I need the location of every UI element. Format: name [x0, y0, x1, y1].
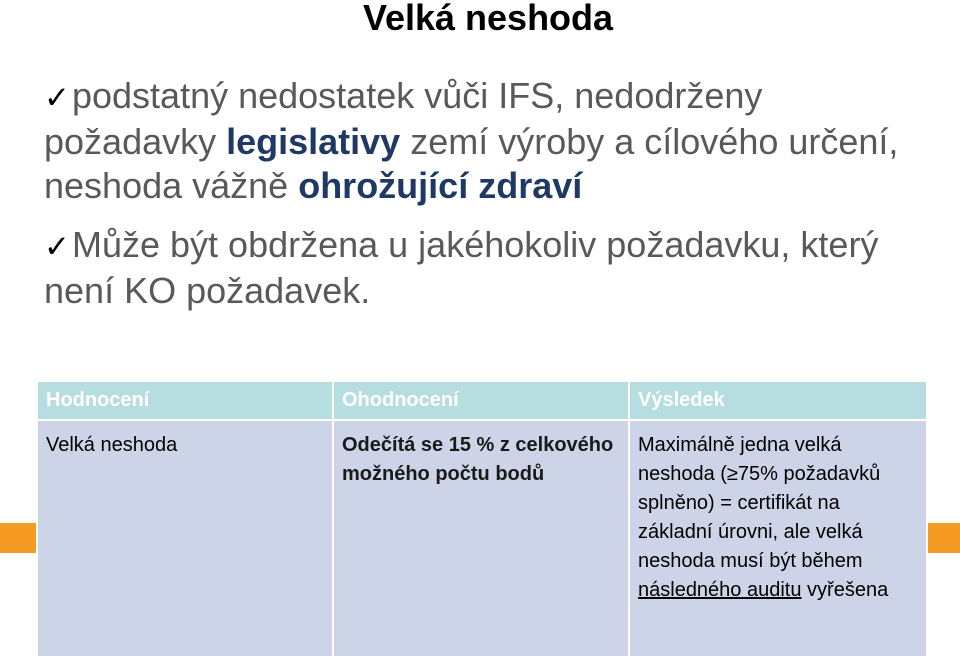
decorative-orange-bar-right [926, 523, 960, 553]
cell-ohodnoceni: Odečítá se 15 % z celkového možného počtu bodů [333, 420, 629, 656]
evaluation-table-container [36, 380, 926, 656]
cell-vysledek-underlined: následného auditu [638, 579, 802, 601]
header-vysledek: Výsledek [629, 381, 927, 420]
checkmark-icon: ✓ [44, 229, 70, 265]
bullet-1-emphasis-health: ohrožující zdraví [298, 165, 583, 206]
header-hodnoceni: Hodnocení [37, 381, 333, 420]
table-header-row [37, 381, 927, 420]
bullet-1-text-b: zemí výroby a cílového určení, neshoda vážně [44, 121, 899, 206]
bullet-1-emphasis-legislativy: legislativy [226, 121, 401, 162]
decorative-orange-bar-left [0, 523, 36, 553]
cell-hodnoceni: Velká neshoda [37, 420, 333, 656]
bullet-list [44, 74, 944, 328]
cell-vysledek-text-a: Maximálně jedna velká neshoda (≥75% požadavků splněno) = certifikát na základní úrovni, ale velká neshoda musí být během [638, 434, 881, 572]
header-ohodnoceni: Ohodnocení [333, 381, 629, 420]
table-row [37, 420, 927, 656]
bullet-2-text: Může být obdržena u jakéhokoliv požadavku, který není KO požadavek. [44, 224, 879, 311]
cell-vysledek [629, 420, 927, 656]
slide-title: Velká neshoda [362, 0, 614, 38]
checkmark-icon: ✓ [44, 80, 70, 116]
bullet-1-text-a: podstatný nedostatek vůči IFS, nedodrženy požadavky [44, 75, 763, 162]
bullet-item-2 [44, 223, 944, 313]
cell-vysledek-text-b: vyřešena [801, 579, 889, 601]
bullet-item-1 [44, 74, 944, 208]
evaluation-table [36, 380, 928, 656]
